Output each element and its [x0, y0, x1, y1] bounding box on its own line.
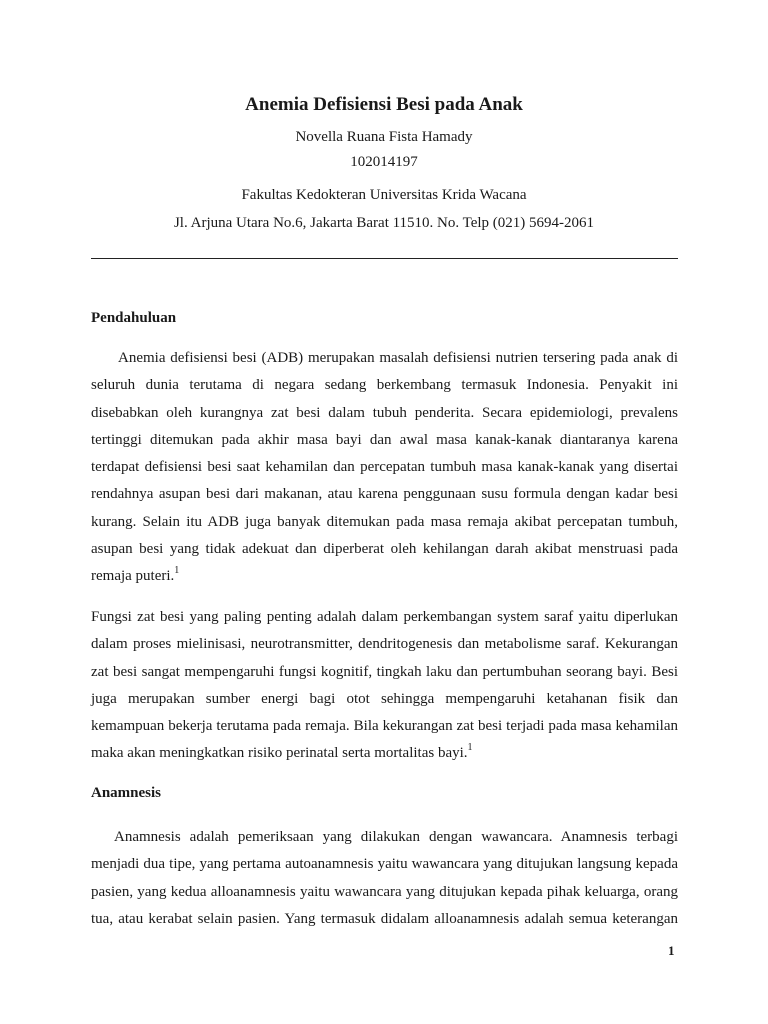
paragraph-line: pasien, yang kedua alloanamnesis yaitu wawancara yang ditujukan kepada pihak keluarga, orang [91, 883, 678, 900]
paragraph-line: Anamnesis adalah pemeriksaan yang dilakukan dengan wawancara. Anamnesis terbagi [114, 829, 678, 845]
paragraph-line: Anemia defisiensi besi (ADB) merupakan masalah defisiensi nutrien tersering pada anak di [118, 350, 678, 366]
pendahuluan-paragraph-1 [91, 345, 678, 591]
paragraph-line: tertinggi ditemukan pada akhir masa bayi dan awal masa kanak-kanak diantaranya karena [91, 431, 678, 448]
paragraph-line: menjadi dua tipe, yang pertama autoanamnesis yaitu wawancara yang ditujukan langsung kepada [91, 856, 678, 873]
paragraph-line: asupan besi yang tidak adekuat dan diperberat oleh kehilangan darah akibat menstruasi pada [91, 541, 678, 558]
faculty-name: Fakultas Kedokteran Universitas Krida Wacana [241, 187, 527, 203]
paragraph-line-last [91, 563, 678, 590]
footnote-marker: 1 [467, 742, 473, 754]
paragraph-line: Fungsi zat besi yang paling penting adalah dalam perkembangan system saraf yaitu diperlukan [91, 609, 678, 625]
paragraph-line-last [91, 740, 678, 767]
paragraph-line: rendahnya asupan besi dari makanan, atau karena penggunaan susu formula dengan kadar besi [91, 486, 678, 503]
student-id: 102014197 [350, 154, 418, 170]
paragraph-line: kemampuan bekerja terutama pada remaja. Bila kekurangan zat besi terjadi pada masa kehamilan [91, 718, 678, 735]
paragraph-line: dalam proses mielinisasi, neurotransmitter, dendritogenesis dan metabolisme saraf. Kekurangan [91, 636, 678, 653]
author-name: Novella Ruana Fista Hamady [295, 129, 473, 145]
paragraph-line-text: remaja puteri. [91, 568, 175, 585]
anamnesis-paragraph-1 [91, 824, 678, 933]
page-number: 1 [668, 943, 675, 958]
paragraph-line: juga merupakan sumber energi bagi otot sehingga mempengaruhi ketahanan fisik dan [91, 690, 678, 707]
paragraph-line: tua, atau kerabat selain pasien. Yang termasuk didalam alloanamnesis adalah semua keterangan [91, 910, 678, 927]
paragraph-line: disebabkan oleh kurangnya zat besi dalam tubuh penderita. Secara epidemiologi, prevalens [91, 404, 678, 421]
section-heading-pendahuluan: Pendahuluan [91, 310, 177, 326]
paragraph-line: seluruh dunia terutama di negara sedang berkembang termasuk Indonesia. Penyakit ini [91, 377, 678, 394]
footnote-marker: 1 [174, 565, 180, 577]
paragraph-line: kurang. Selain itu ADB juga banyak ditemukan pada masa remaja akibat percepatan tumbuh, [91, 513, 678, 530]
faculty-address: Jl. Arjuna Utara No.6, Jakarta Barat 11510. No. Telp (021) 5694-2061 [173, 215, 595, 231]
header-divider [91, 258, 678, 259]
paragraph-line: terdapat defisiensi besi saat kehamilan dan percepatan tumbuh masa kanak-kanak yang disertai [91, 459, 678, 476]
pendahuluan-paragraph-2 [91, 604, 678, 768]
section-heading-anamnesis: Anamnesis [91, 785, 162, 801]
paragraph-line-text: maka akan meningkatkan risiko perinatal serta mortalitas bayi. [91, 745, 468, 762]
paragraph-line: zat besi sangat mempengaruhi fungsi kognitif, tingkah laku dan pertumbuhan seorang bayi. Besi [91, 663, 678, 680]
document-title: Anemia Defisiensi Besi pada Anak [245, 94, 523, 115]
